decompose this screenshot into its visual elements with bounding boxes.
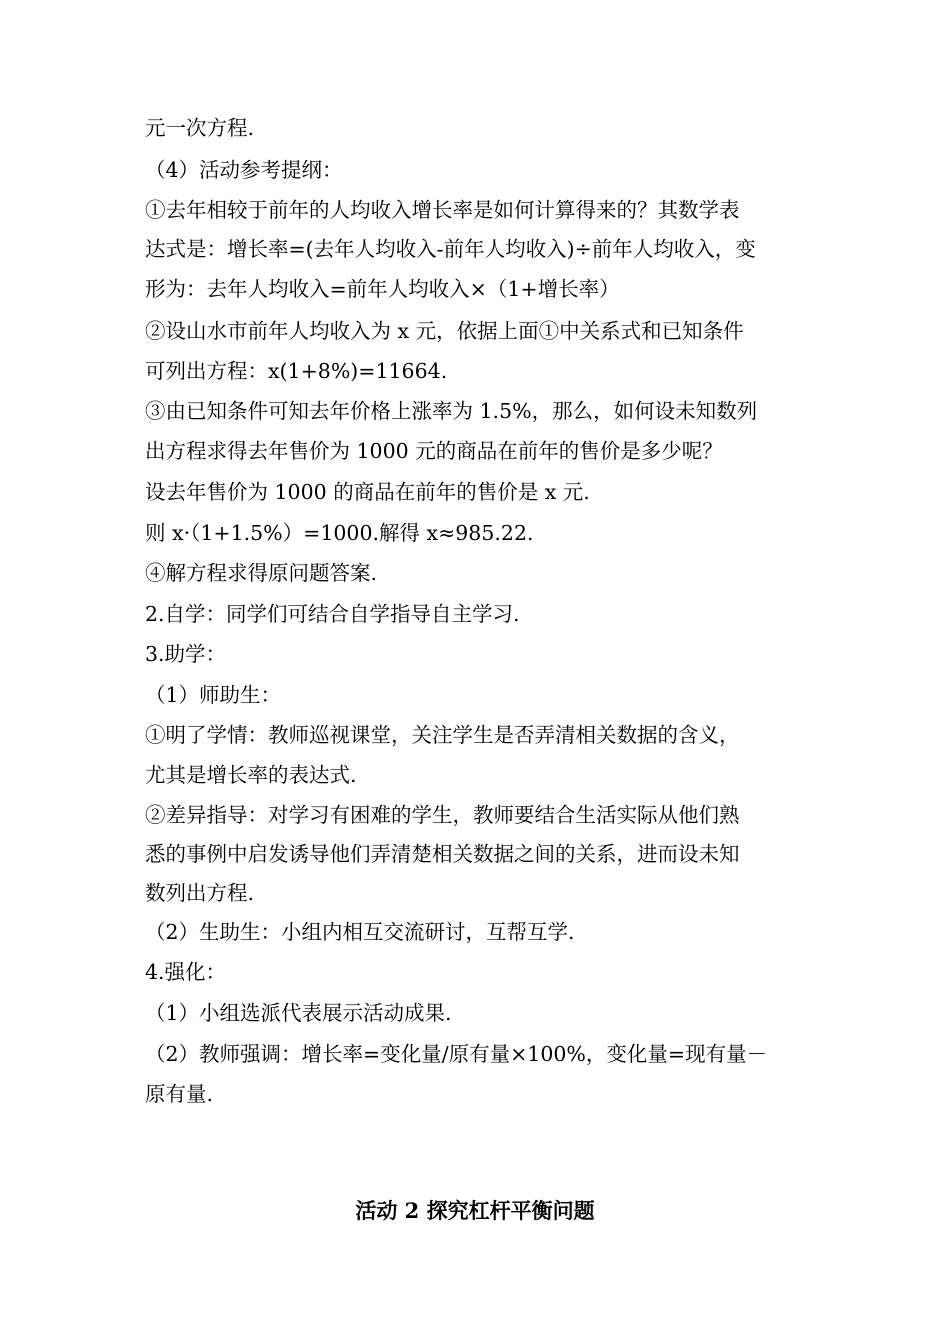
text-line: （4）活动参考提纲： (145, 158, 343, 182)
text-line: 悉的事例中启发诱导他们弄清楚相关数据之间的关系，进而设未知 (145, 842, 740, 866)
text-line: 数列出方程. (145, 881, 255, 905)
text-line: ①明了学情：教师巡视课堂，关注学生是否弄清相关数据的含义， (145, 723, 740, 747)
text-line: 2.自学：同学们可结合自学指导自主学习. (145, 602, 520, 626)
text-line: ②差异指导：对学习有困难的学生，教师要结合生活实际从他们熟 (145, 803, 740, 827)
text-line: ②设山水市前年人均收入为 x 元，依据上面①中关系式和已知条件 (145, 319, 744, 343)
text-line: 4.强化： (145, 960, 227, 984)
section-heading: 活动 2 探究杠杆平衡问题 (355, 1198, 595, 1223)
text-line: 尤其是增长率的表达式. (145, 763, 357, 787)
text-line: 则 x·（1+1.5%）=1000.解得 x≈985.22. (145, 521, 534, 545)
text-line: 原有量. (145, 1082, 214, 1106)
text-line: （1）师助生： (145, 683, 282, 707)
text-line: 形为：去年人均收入=前年人均收入×（1+增长率） (145, 277, 620, 301)
text-line: ④解方程求得原问题答案. (145, 561, 378, 585)
text-line: 元一次方程. (145, 116, 255, 140)
text-line: （1）小组选派代表展示活动成果. (145, 1001, 452, 1025)
text-line: ①去年相较于前年的人均收入增长率是如何计算得来的？其数学表 (145, 198, 740, 222)
text-line: ③由已知条件可知去年价格上涨率为 1.5%，那么，如何设未知数列 (145, 399, 758, 423)
text-line: 可列出方程：x(1+8%)=11664. (145, 359, 448, 383)
text-line: （2）生助生：小组内相互交流研讨，互帮互学. (145, 920, 575, 944)
text-line: 设去年售价为 1000 的商品在前年的售价是 x 元. (145, 480, 590, 504)
text-line: （2）教师强调：增长率=变化量/原有量×100%，变化量=现有量－ (145, 1042, 768, 1066)
text-line: 3.助学： (145, 642, 227, 666)
text-line: 出方程求得去年售价为 1000 元的商品在前年的售价是多少呢？ (145, 439, 723, 463)
text-line: 达式是：增长率=(去年人均收入-前年人均收入)÷前年人均收入，变 (145, 237, 756, 261)
